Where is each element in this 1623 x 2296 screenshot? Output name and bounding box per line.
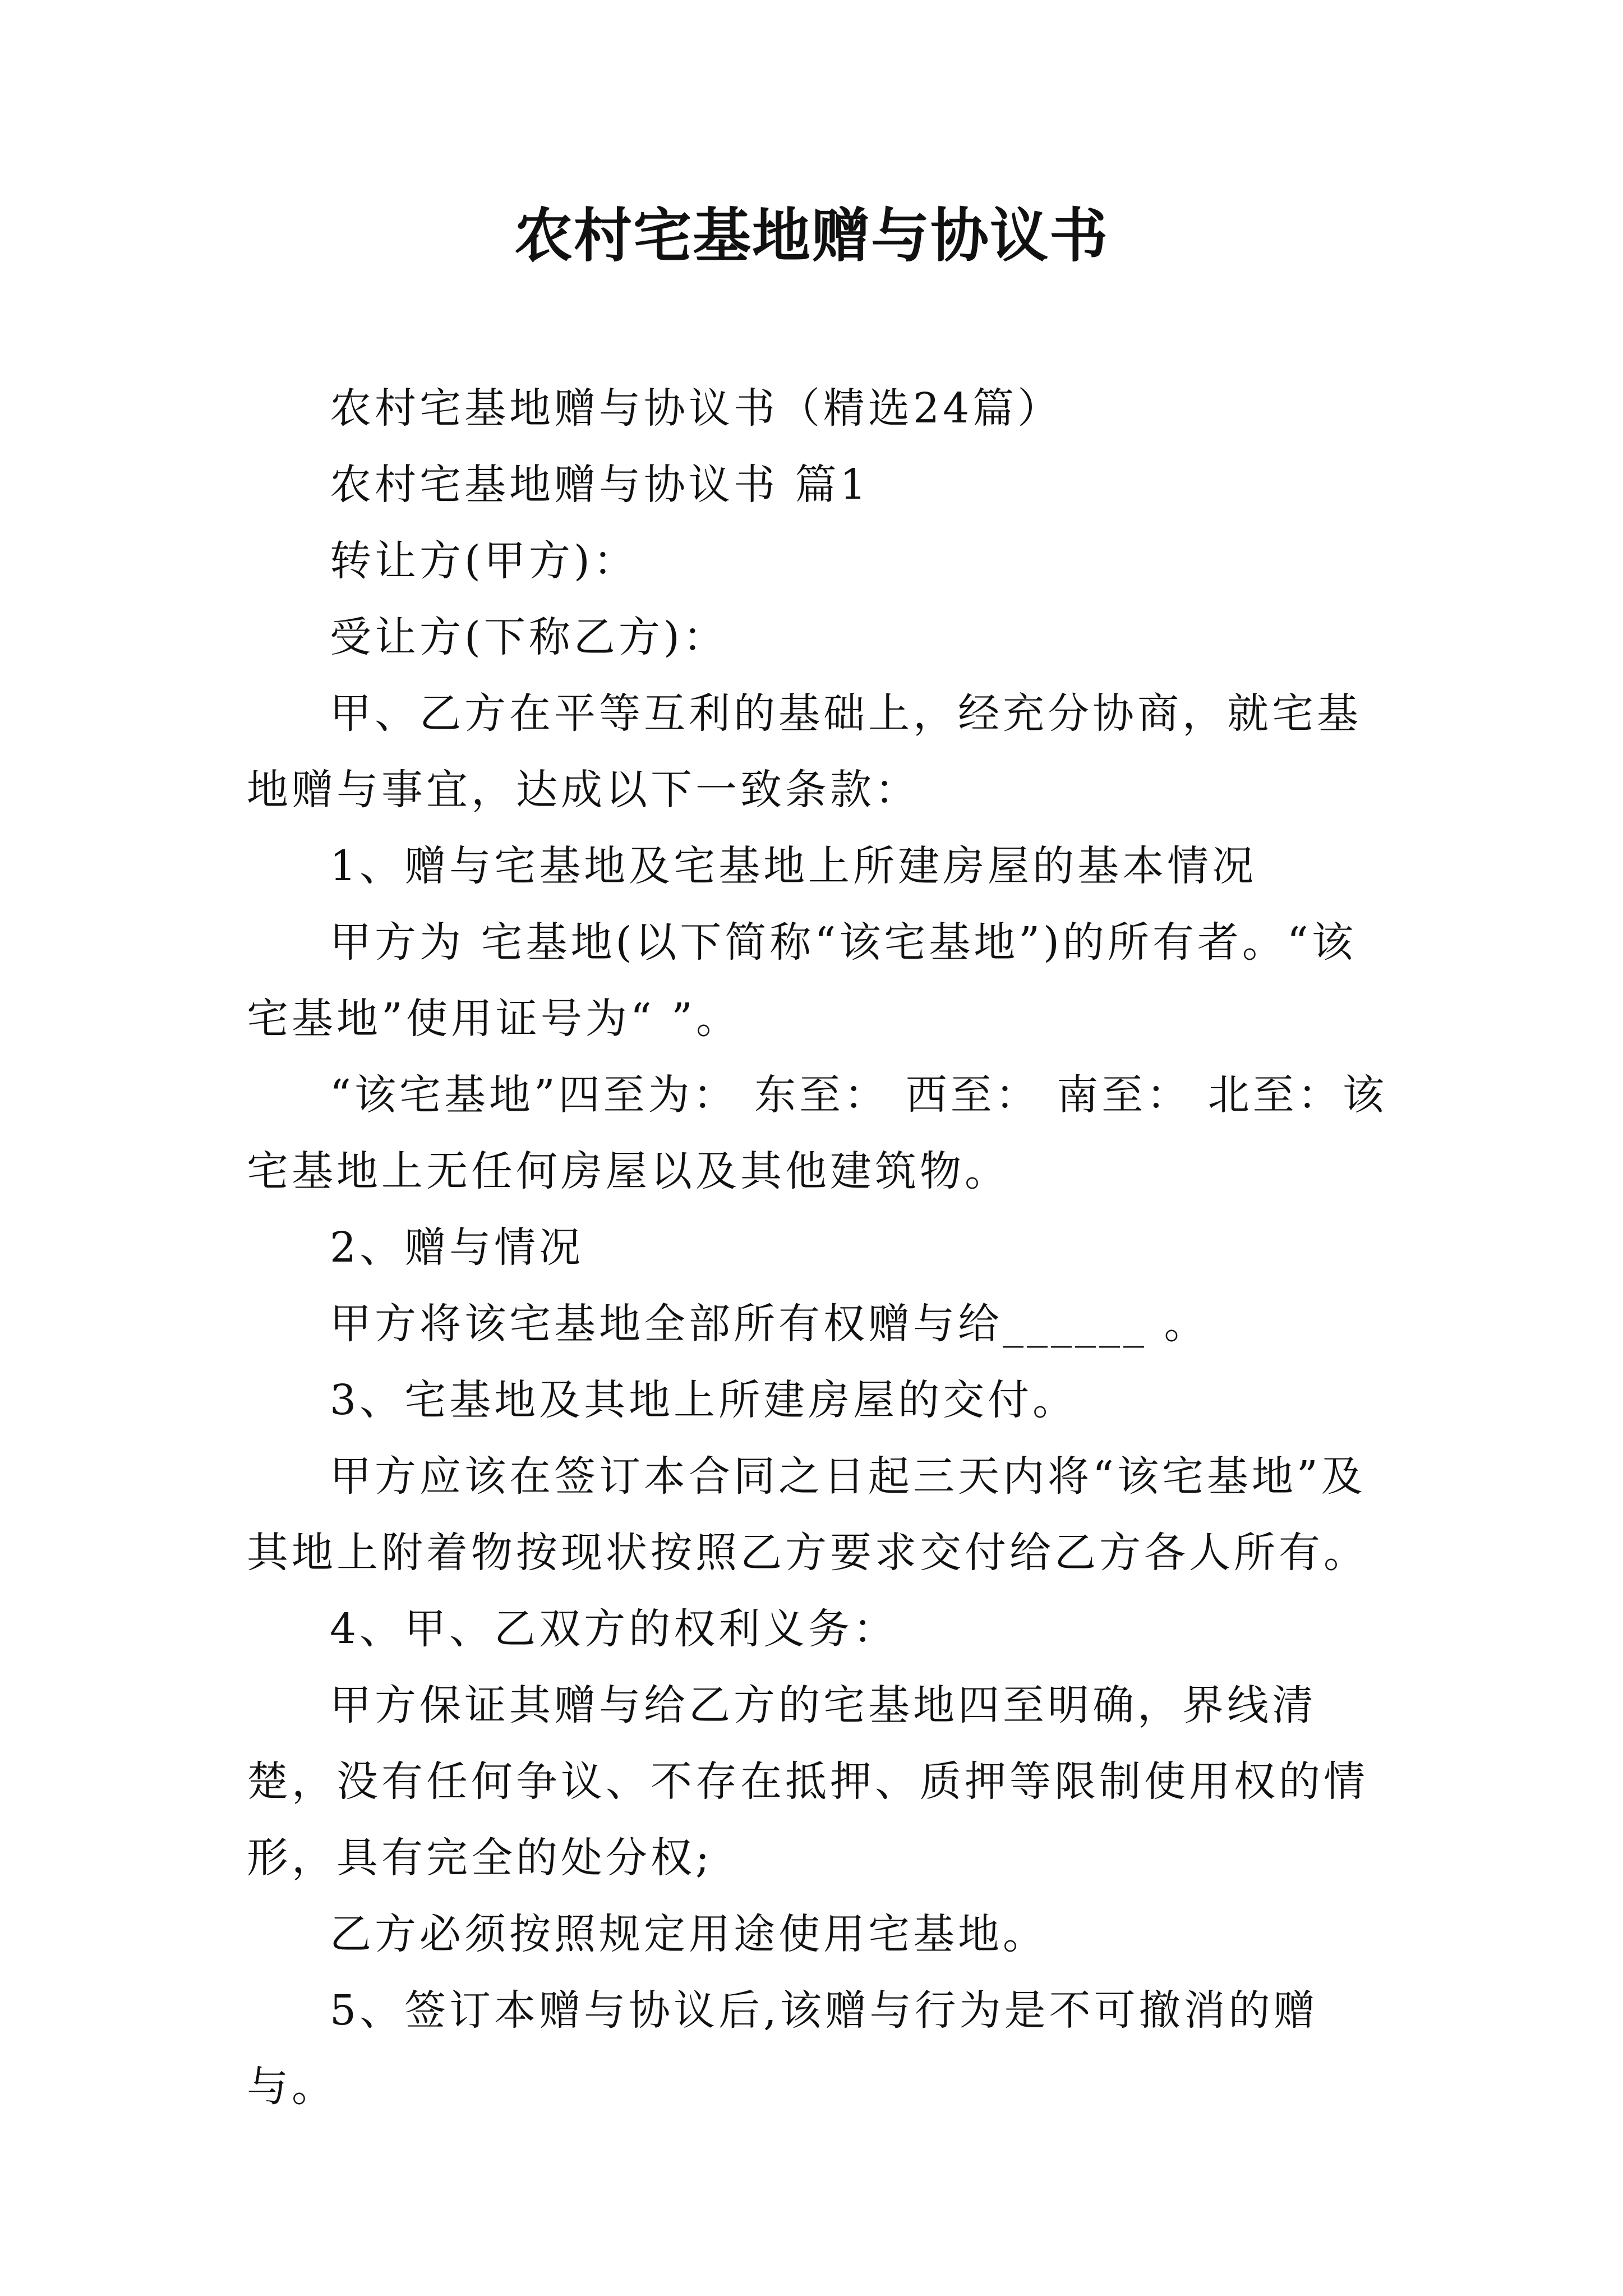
paragraph: 农村宅基地赠与协议书（精选24篇） (330, 384, 1063, 432)
paragraph: 2、赠与情况 (330, 1223, 584, 1272)
paragraph: 5、签订本赠与协议后,该赠与行为是不可撤消的赠与。 (247, 1986, 1318, 2111)
paragraph: 乙方必须按照规定用途使用宅基地。 (330, 1910, 1048, 1958)
paragraph: 甲方应该在签订本合同之日起三天内将“该宅基地”及其地上附着物按现状按照乙方要求交付给乙方各人所有。 (247, 1452, 1368, 1577)
paragraph: 转让方(甲方)： (330, 537, 638, 585)
document-body (247, 370, 1391, 2125)
paragraph: 1、赠与宅基地及宅基地上所建房屋的基本情况 (330, 842, 1257, 890)
paragraph: 农村宅基地赠与协议书 篇1 (330, 461, 870, 509)
paragraph: 甲方保证其赠与给乙方的宅基地四至明确，界线清楚，没有任何争议、不存在抵押、质押等限制使用权的情形，具有完全的处分权; (247, 1681, 1368, 1882)
paragraph: 受让方(下称乙方)： (330, 613, 728, 661)
paragraph: 3、宅基地及其地上所建房屋的交付。 (330, 1376, 1078, 1424)
paragraph: “该宅基地”四至为： 东至： 西至： 南至： 北至：该宅基地上无任何房屋以及其他建筑物。 (247, 1071, 1387, 1195)
paragraph: 甲方将该宅基地全部所有权赠与给______ 。 (330, 1300, 1209, 1348)
paragraph: 甲、乙方在平等互利的基础上，经充分协商，就宅基地赠与事宜，达成以下一致条款： (247, 689, 1362, 814)
document-title: 农村宅基地赠与协议书 (514, 201, 1109, 270)
paragraph: 4、甲、乙双方的权利义务： (330, 1605, 898, 1653)
paragraph: 甲方为 宅基地(以下简称“该宅基地”)的所有者。“该宅基地”使用证号为“ ”。 (247, 918, 1357, 1043)
